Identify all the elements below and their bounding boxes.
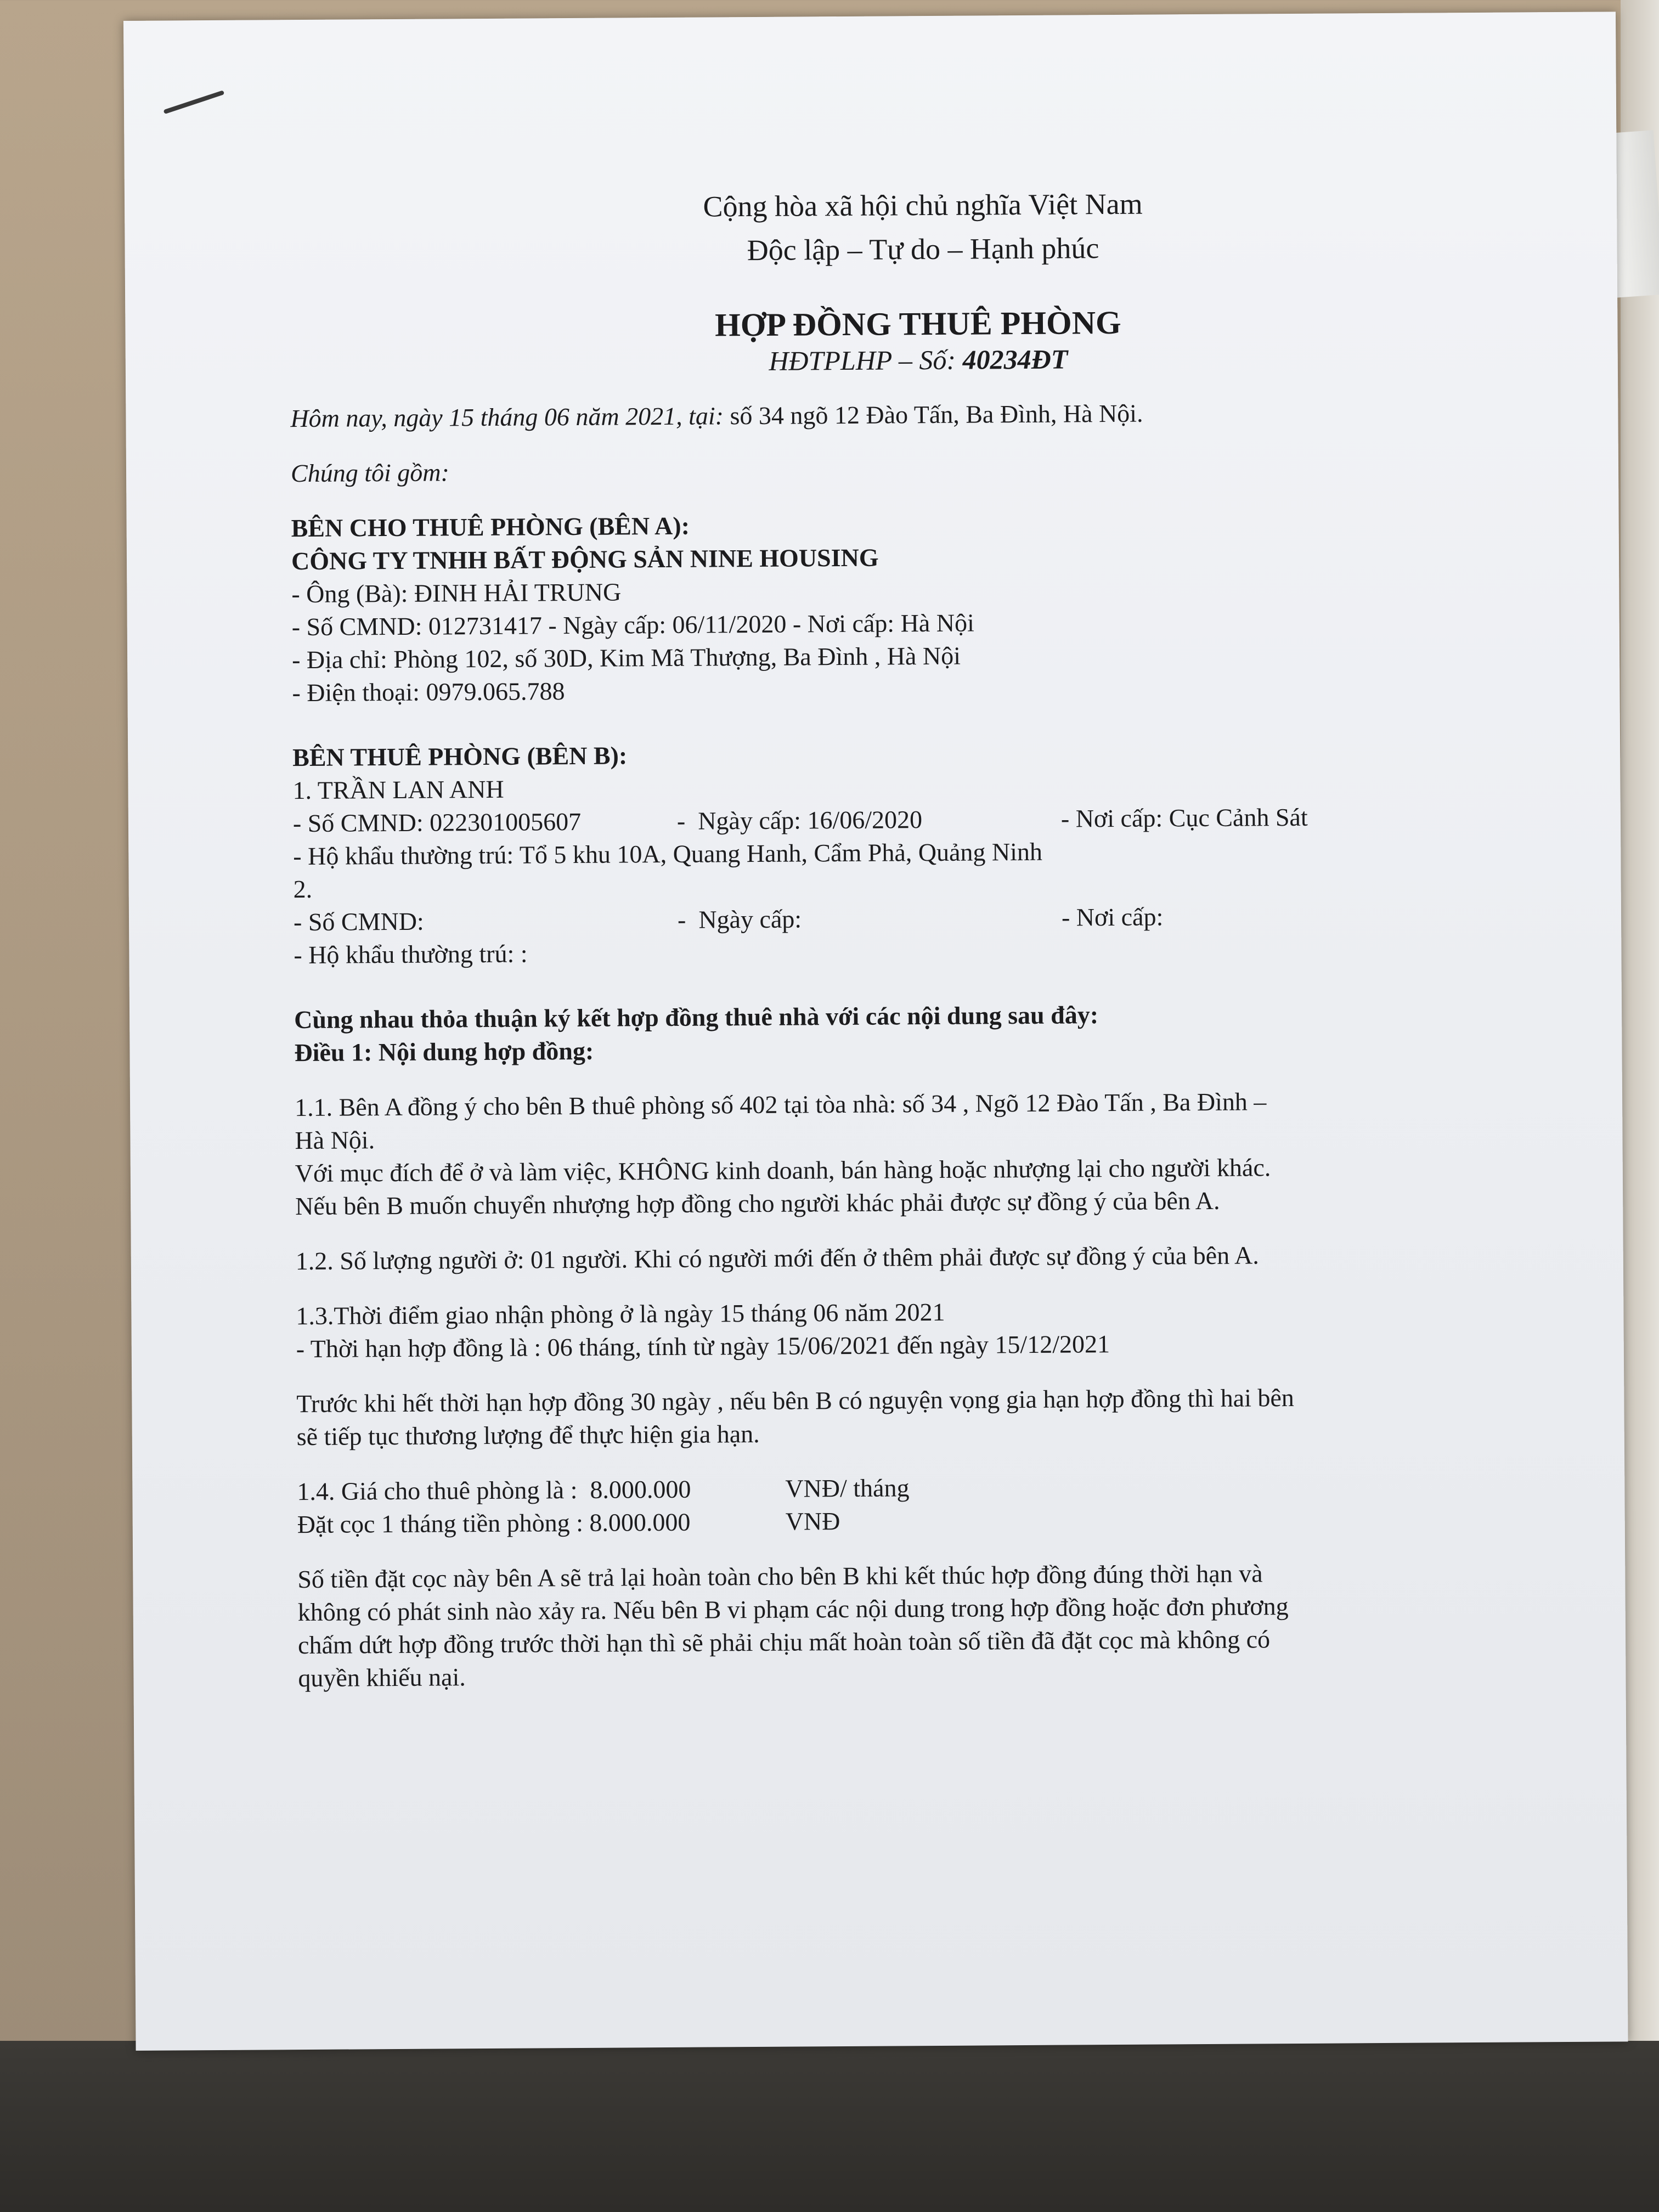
party-a-heading: BÊN CHO THUÊ PHÒNG (BÊN A): (291, 511, 690, 543)
intro-place: số 34 ngõ 12 Đào Tấn, Ba Đình, Hà Nội. (723, 399, 1143, 430)
party-a-phone: - Điện thoại: 0979.065.788 (292, 677, 565, 707)
contract-number-prefix: HĐTPLHP – Số: (769, 344, 963, 376)
clause-1-2: 1.2. Số lượng người ở: 01 người. Khi có người mới đến ở thêm phải được sự đồng ý của bên A. (295, 1241, 1259, 1276)
renewal-line2: sẽ tiếp tục thương lượng để thực hiện gia hạn. (296, 1419, 760, 1451)
party-b-person1-place: - Nơi cấp: Cục Cảnh Sát (1060, 803, 1308, 833)
party-b-person2-date: - Ngày cấp: (677, 905, 802, 934)
price-unit: VNĐ/ tháng (785, 1474, 910, 1503)
clause-1-1-line1: 1.1. Bên A đồng ý cho bên B thuê phòng số 402 tại tòa nhà: số 34 , Ngõ 12 Đào Tấn , Ba Đình – (294, 1087, 1267, 1122)
contract-paper (123, 12, 1628, 2051)
deposit-label: Đặt cọc 1 tháng tiền phòng : 8.000.000 (297, 1508, 691, 1539)
party-b-person2-place: - Nơi cấp: (1061, 902, 1164, 932)
article1-heading: Điều 1: Nội dung hợp đồng: (294, 1036, 594, 1067)
contract-title: HỢP ĐỒNG THUÊ PHÒNG (714, 304, 1121, 343)
party-b-person2-name: 2. (293, 874, 313, 904)
pen-mark (163, 90, 225, 114)
party-a-company: CÔNG TY TNHH BẤT ĐỘNG SẢN NINE HOUSING (291, 543, 879, 575)
deposit-unit: VNĐ (785, 1507, 840, 1536)
parties-label: Chúng tôi gồm: (290, 458, 449, 488)
price-label: 1.4. Giá cho thuê phòng là : 8.000.000 (297, 1475, 691, 1506)
party-b-person2-residence: - Hộ khẩu thường trú: : (294, 939, 528, 969)
party-a-id: - Số CMND: 012731417 - Ngày cấp: 06/11/2020 - Nơi cấp: Hà Nội (291, 608, 974, 641)
refund-line4: quyền khiếu nại. (298, 1663, 466, 1692)
national-motto-line1: Cộng hòa xã hội chủ nghĩa Việt Nam (703, 187, 1143, 223)
contract-document (289, 179, 1588, 1695)
clause-1-1-line2: Hà Nội. (295, 1126, 375, 1155)
party-b-person2-id: - Số CMND: (293, 907, 424, 936)
clause-1-3-line1: 1.3.Thời điểm giao nhận phòng ở là ngày 15 tháng 06 năm 2021 (296, 1297, 945, 1330)
party-b-person1-name: 1. TRẦN LAN ANH (292, 775, 504, 805)
refund-line1: Số tiền đặt cọc này bên A sẽ trả lại hoàn toàn cho bên B khi kết thúc hợp đồng đúng thời hạn và (297, 1559, 1263, 1594)
clause-1-1-line3: Với mục đích để ở và làm việc, KHÔNG kinh doanh, bán hàng hoặc nhượng lại cho người khác. (295, 1153, 1271, 1188)
background-floor (0, 2041, 1659, 2212)
contract-number-value: 40234ĐT (962, 343, 1068, 375)
background-surface (1621, 0, 1659, 2041)
party-b-heading: BÊN THUÊ PHÒNG (BÊN B): (292, 741, 628, 772)
refund-line3: chấm dứt hợp đồng trước thời hạn thì sẽ phải chịu mất hoàn toàn số tiền đã đặt cọc mà không có (297, 1625, 1271, 1660)
party-b-person1-residence: - Hộ khẩu thường trú: Tổ 5 khu 10A, Quang Hanh, Cẩm Phả, Quảng Ninh (293, 837, 1043, 871)
agreement-heading: Cùng nhau thỏa thuận ký kết hợp đồng thuê nhà với các nội dung sau đây: (294, 1001, 1099, 1034)
clause-1-3-line2: - Thời hạn hợp đồng là : 06 tháng, tính từ ngày 15/06/2021 đến ngày 15/12/2021 (296, 1330, 1110, 1363)
party-a-address: - Địa chỉ: Phòng 102, số 30D, Kim Mã Thượng, Ba Đình , Hà Nội (291, 641, 961, 674)
refund-line2: không có phát sinh nào xảy ra. Nếu bên B vi phạm các nội dung trong hợp đồng hoặc đơn phương (297, 1592, 1289, 1627)
clause-1-1-line4: Nếu bên B muốn chuyển nhượng hợp đồng cho người khác phải được sự đồng ý của bên A. (295, 1186, 1220, 1221)
party-a-name: - Ông (Bà): ĐINH HẢI TRUNG (291, 578, 622, 608)
party-b-person1-id: - Số CMND: 022301005607 (292, 807, 582, 838)
party-b-person1-date: - Ngày cấp: 16/06/2020 (676, 805, 923, 835)
national-motto-line2: Độc lập – Tự do – Hạnh phúc (747, 232, 1099, 267)
intro-date: Hôm nay, ngày 15 tháng 06 năm 2021, tại: (290, 402, 724, 433)
renewal-line1: Trước khi hết thời hạn hợp đồng 30 ngày , nếu bên B có nguyện vọng gia hạn hợp đồng thì hai bên (296, 1384, 1294, 1418)
